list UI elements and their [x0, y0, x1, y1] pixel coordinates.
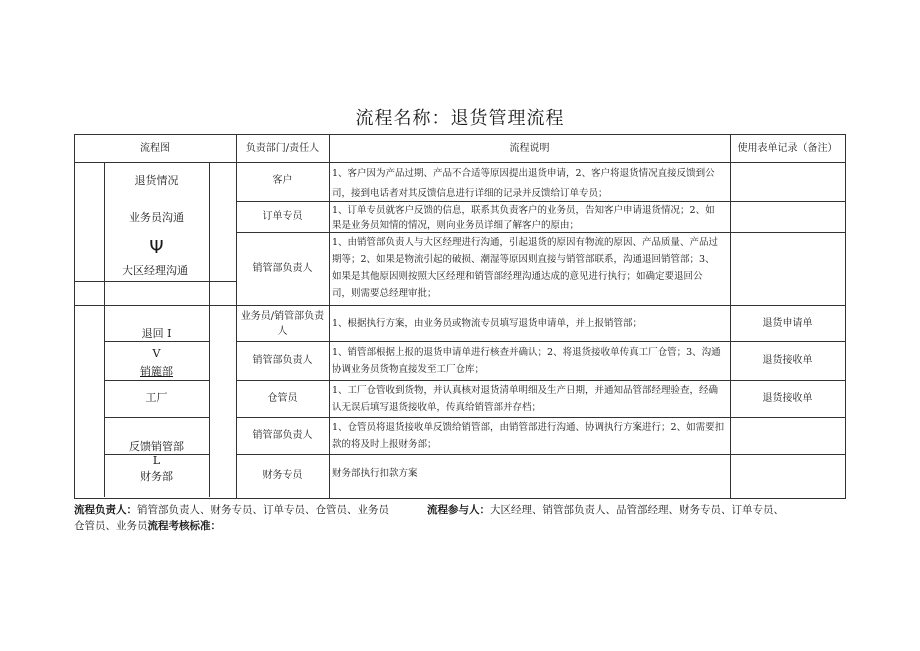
- flow-node-sales-mgmt: 销簏部: [140, 365, 173, 378]
- desc-line: 认无误后填写退货接收单，传真给销管部并存档；: [332, 402, 542, 413]
- form-cell: 退货接收单: [762, 393, 813, 404]
- desc-line: 司，则需要总经理审批；: [332, 288, 437, 299]
- col-divider: [329, 134, 330, 498]
- flow-node-factory: 工厂: [145, 391, 168, 404]
- dept-cell: 财务专员: [262, 470, 303, 481]
- flow-frame-line: [209, 162, 210, 305]
- desc-line: 1、订单专员就客户反馈的信息，联系其负责客户的业务员，告知客户申请退货情况；2、如: [332, 205, 715, 216]
- col-divider: [730, 134, 731, 498]
- desc-line: 1、客户因为产品过期、产品不合适等原因提出退货申请，2、客户将退货情况直接反馈到公: [332, 168, 715, 179]
- dept-cell: 销管部负责人: [252, 430, 313, 441]
- footer-line-1: [74, 502, 846, 518]
- flow-node-regional-manager: 大区经理沟通: [122, 264, 188, 277]
- row-divider: [236, 380, 845, 381]
- desc-line: 如果是其他原因则按照大区经理和销管部经理沟通达成的意见进行执行；如确定要退回公: [332, 271, 703, 282]
- desc-cell: [332, 314, 728, 334]
- flow-node-finance: 财务部: [140, 470, 173, 483]
- owner-label: 流程负责人：: [74, 504, 137, 516]
- flow-frame-line: [104, 417, 209, 418]
- dept-cell: 销管部负责人: [252, 355, 313, 366]
- flow-frame-line: [104, 341, 209, 342]
- desc-line: 1、由销管部负责人与大区经理进行沟通，引起退货的原因有物流的原因、产品质量、产品过: [332, 237, 719, 248]
- participant-label: 流程参与人：: [427, 504, 490, 516]
- row-divider: [236, 417, 845, 418]
- row-divider: [236, 341, 845, 342]
- desc-cell: [332, 382, 728, 416]
- desc-line: 1、仓管员将退货接收单反馈给销管部，由销管部进行沟通、协调执行方案进行；2、如需要扣: [332, 422, 725, 433]
- process-table: [74, 134, 846, 499]
- page-title: 流程名称：退货管理流程: [355, 108, 565, 129]
- col-divider: [236, 134, 237, 498]
- header-dept: 负责部门/责任人: [245, 143, 320, 154]
- desc-line: 1、工厂仓管收到货物，并认真核对退货清单明细及生产日期，并通知品管部经理验查，经确: [332, 385, 719, 396]
- flow-arrow-glyph: Ψ: [149, 237, 164, 258]
- flow-node-return-situation: 退货情况: [134, 174, 179, 187]
- footer-line-2: [74, 518, 846, 534]
- desc-line: 款的将及时上报财务部；: [332, 439, 437, 450]
- header-form: 使用表单记录（备注）: [737, 143, 838, 154]
- kpi-label: 流程考核标准：: [147, 520, 221, 532]
- flow-node-feedback: 反馈销管部: [129, 440, 184, 453]
- desc-line: 果是业务员知情的情况，则向业务员详细了解客户的原由；: [332, 220, 580, 231]
- header-desc: 流程说明: [509, 143, 550, 154]
- desc-line: 1、销管部根据上报的退货申请单进行核查并确认；2、将退货接收单传真工厂仓管；3、沟通: [332, 347, 721, 358]
- flow-node-salesman: 业务员沟通: [129, 211, 184, 224]
- section-divider: [74, 305, 845, 306]
- desc-line: 财务部执行扣款方案: [332, 468, 418, 479]
- header-divider: [74, 162, 845, 163]
- row-divider: [236, 454, 845, 455]
- dept-cell: 仓管员: [267, 393, 298, 404]
- flow-frame-line: [104, 380, 209, 381]
- desc-cell: [332, 464, 728, 484]
- footer: [74, 502, 846, 534]
- flow-arrow-v: V: [152, 347, 161, 360]
- desc-cell: [332, 234, 728, 302]
- dept-cell: 业务员/销管部负责人: [240, 311, 325, 337]
- desc-cell: [332, 344, 728, 378]
- desc-line: 司，接到电话者对其反馈信息进行详细的记录并反馈给订单专员；: [332, 188, 608, 199]
- desc-line: 1、根据执行方案，由业务员或物流专员填写退货申请单，并上报销管部；: [332, 318, 643, 329]
- flow-frame-line: [209, 305, 210, 497]
- participant-text: 大区经理、销管部负责人、品管部经理、财务专员、订单专员、: [490, 504, 784, 516]
- flow-arrow-l: L: [152, 454, 161, 467]
- desc-line: 期等；2、如果是物流引起的破损、潮湿等原因则直接与销管部联系，沟通退回销管部；3、: [332, 254, 715, 265]
- owner-text: 销管部负责人、财务专员、订单专员、仓管员、业务员: [137, 504, 389, 516]
- desc-cell: [332, 419, 728, 453]
- dept-cell: 销管部负责人: [252, 263, 313, 274]
- dept-cell: 客户: [272, 175, 293, 186]
- form-cell: 退货接收单: [762, 355, 813, 366]
- desc-line: 协调业务员货物直接发至工厂仓库；: [332, 364, 485, 375]
- line2-text: 仓管员、业务员: [74, 520, 148, 532]
- flow-node-return: 退回 I: [141, 327, 172, 340]
- flow-frame-line: [74, 281, 236, 282]
- form-cell: 退货申请单: [762, 318, 813, 329]
- header-flowchart: 流程图: [140, 143, 170, 154]
- desc-cell: [332, 164, 728, 204]
- dept-cell: 订单专员: [262, 211, 303, 222]
- desc-cell: [332, 203, 728, 233]
